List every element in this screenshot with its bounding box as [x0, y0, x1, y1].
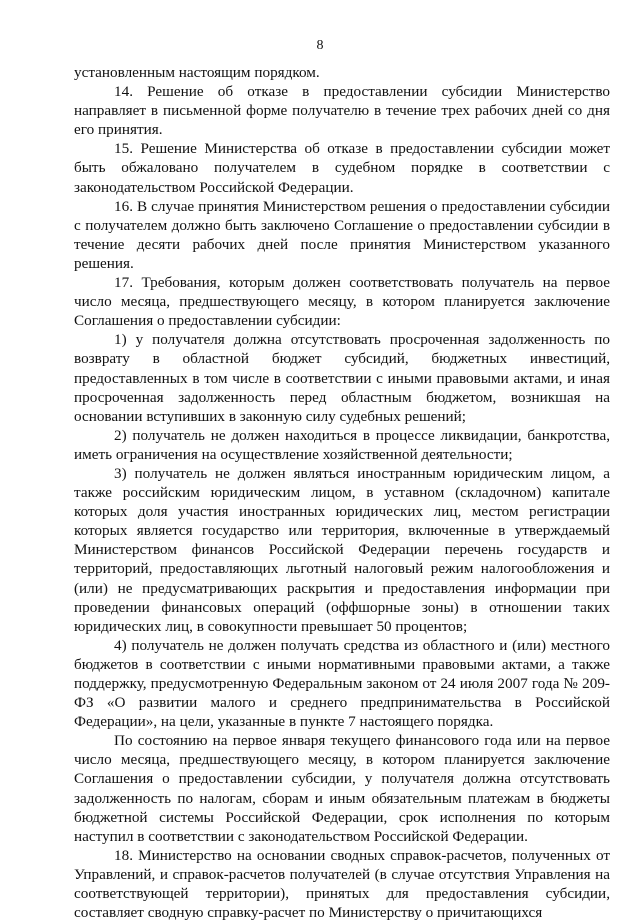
paragraph: 2) получатель не должен находиться в процессе ликвидации, банкротства, иметь ограничения на осуществление хозяйственной деятельности;: [74, 426, 610, 463]
paragraph: 17. Требования, которым должен соответствовать получатель на первое число месяца, предшествующего месяцу, в котором планируется заключение Соглашения о предоставлении субсидии:: [74, 274, 610, 330]
paragraph: 1) у получателя должна отсутствовать просроченная задолженность по возврату в областной бюджет субсидий, бюджетных инвестиций, предоставленных в том числе в соответствии с иными правовыми актами, и иная просроченная задолженность перед областным бюджетом, возникшая на основании вступивших в законную силу судебных решений;: [74, 331, 610, 425]
paragraph: 16. В случае принятия Министерством решения о предоставлении субсидии с получателем должно быть заключено Соглашение о предоставлении субсидии в течение десяти рабочих дней после принятия Министерством указанного решения.: [74, 197, 610, 272]
paragraph: 15. Решение Министерства об отказе в предоставлении субсидии может быть обжаловано получателем в судебном порядке в соответствии с законодательством Российской Федерации.: [74, 140, 610, 196]
paragraph: установленным настоящим порядком.: [74, 64, 320, 81]
paragraph: 14. Решение об отказе в предоставлении субсидии Министерство направляет в письменной форме получателю в течение трех рабочих дней со дня его принятия.: [74, 83, 610, 139]
paragraph: 4) получатель не должен получать средства из областного и (или) местного бюджетов в соответствии с иными нормативными правовыми актами, а также поддержку, предусмотренную Федеральным законом от 24 июля 2007 года № 209-ФЗ «О развитии малого и среднего предпринимательства в Российской Федерации», на цели, указанные в пункте 7 настоящего порядка.: [74, 636, 610, 731]
paragraph: По состоянию на первое января текущего финансового года или на первое число месяца, предшествующего месяцу, в котором планируется заключение Соглашения о предоставлении субсидии, у получателя должна отсутствовать задолженность по налогам, сборам и иным обязательным платежам в бюджеты бюджетной системы Российской Федерации, срок исполнения по которым наступил в соответствии с законодательством Российской Федерации.: [74, 732, 610, 845]
page-number: 8: [316, 38, 324, 53]
paragraph: 18. Министерство на основании сводных справок-расчетов, полученных от Управлений, и справок-расчетов получателей (в случае отсутствия Управления на соответствующей территории), принятых для предоставления субсидии, составляет сводную справку-расчет по Министерству о причитающихся: [74, 846, 610, 922]
document-body: [74, 63, 610, 922]
paragraph: 3) получатель не должен являться иностранным юридическим лицом, а также российским юридическим лицом, в уставном (складочном) капитале которых доля участия иностранных юридических лиц, местом регистрации которых является государство или территория, включенные в утверждаемый Министерством финансов Российской Федерации перечень государств и территорий, предоставляющих льготный налоговый режим налогообложения и (или) не предусматривающих раскрытия и предоставления информации при проведении финансовых операций (оффшорные зоны) в отношении таких юридических лиц, в совокупности превышает 50 процентов;: [74, 464, 610, 635]
